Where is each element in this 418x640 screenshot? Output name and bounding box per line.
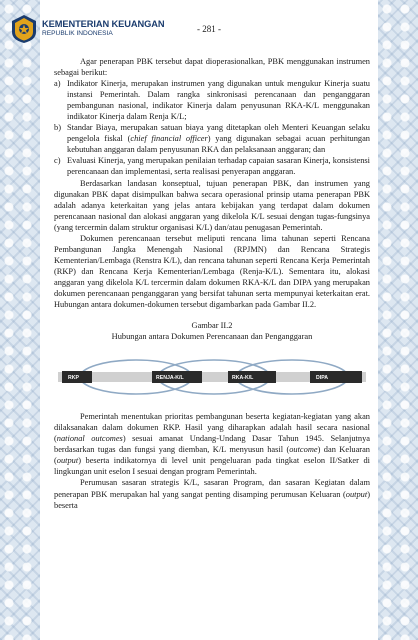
list-item xyxy=(54,78,370,122)
italic-term: chief financial officer xyxy=(130,134,208,144)
list-item-text: Indikator Kinerja, merupakan instrumen yang digunakan untuk mengukur Kinerja suatu instansi Pemerintah. Dalam rangka sinkronisasi perencanaan dan penganggaran pembangunan nasional, indikator Kinerja dalam penyusunan RKA-K/L menggunakan indikator Kinerja dalam Renja K/L; xyxy=(67,79,370,122)
list-marker: c) xyxy=(54,156,61,166)
paragraph-targets: Perumusan sasaran strategis K/L, sasaran Program, dan sasaran Kegiatan dalam penerapan PBK merupakan hal yang sangat penting disamping perumusan Keluaran (output) beserta xyxy=(54,478,370,510)
diagram-label-dipa: DIPA xyxy=(316,374,329,381)
page-number: - 281 - xyxy=(197,24,221,34)
diagram-label-rka: RKA-K/L xyxy=(232,374,254,381)
list-marker: a) xyxy=(54,79,61,89)
list-marker: b) xyxy=(54,123,61,133)
batik-border-left xyxy=(0,0,40,640)
figure-description: Hubungan antara Dokumen Perencanaan dan Penganggaran xyxy=(111,332,313,342)
italic-term: national outcomes xyxy=(56,434,123,444)
paragraph-intro: Agar penerapan PBK tersebut dapat dioperasionalkan, PBK menggunakan instrumen sebagai berikut: xyxy=(54,57,370,78)
ministry-name: KEMENTERIAN KEUANGAN xyxy=(42,19,165,30)
diagram-label-renja: RENJA-K/L xyxy=(156,374,184,381)
document-body xyxy=(54,56,370,511)
figure-caption xyxy=(54,320,370,342)
diagram-label-rkp: RKP xyxy=(68,374,79,381)
planning-budgeting-diagram xyxy=(54,356,370,396)
list-item-text: Standar Biaya, merupakan satuan biaya yang ditetapkan oleh Menteri Keuangan selaku pengelola fiskal ( xyxy=(67,123,370,144)
paragraph-conclusion: Berdasarkan landasan konseptual, tujuan penerapan PBK, dan instrumen yang digunakan PBK dapat disimpulkan bahwa secara operasional prinsip utama penerapan PBK adalah adanya keterkaitan yang jelas antara kebijakan yang terdapat dalam dokumen perencanaan nasional dan alokasi anggaran yang dikelola K/L sesuai dengan tugas-fungsinya (yang tercermin dalam struktur organisasi K/L) dan/atau penugasan Pemerintah. xyxy=(54,178,370,232)
list-item-text: ) yang digunakan sebagai acuan perhitungan kebutuhan anggaran dalam penyusunan RKA dan pelaksanaan anggaran; dan xyxy=(67,134,370,155)
paragraph-documents: Dokumen perencanaan tersebut meliputi rencana lima tahunan seperti Rencana Pembangunan Jangka Menengah Nasional (RPJMN) dan Rencana Strategis Kementerian/Lembaga (Renstra K/L), dan rencana tahunan seperti Rencana Kerja Pemerintah (RKP) dan Rencana Kerja Kementerian/Lembaga (Renja-K/L). Sementara itu, alokasi anggaran yang dikelola K/L tercermin dalam dokumen RKA-K/L dan DIPA yang merupakan dokumen perencanaan penganggaran yang bersifat tahunan serta mempunyai keterkaitan erat. Hubungan antara dokumen-dokumen tersebut digambarkan pada Gambar II.2. xyxy=(54,233,370,310)
batik-border-right xyxy=(378,0,418,640)
instrument-list xyxy=(54,78,370,177)
list-item xyxy=(54,122,370,155)
paragraph-priority: Pemerintah menentukan prioritas pembangunan beserta kegiatan-kegiatan yang akan dilaksanakan dalam dokumen RKP. Hasil yang diharapkan adalah hasil secara nasional (national outcomes) sesuai amanat Undang-Undang Dasar Tahun 1945. Selanjutnya berdasarkan tugas dan fungsi yang diemban, K/L menyusun hasil (outcome) dan Keluaran (output) beserta indikatornya di level unit pengeluaran pada tingkat eselon II/Satker di lingkungan unit eselon I sesuai dengan program Pemerintah. xyxy=(54,412,370,477)
country-name: REPUBLIK INDONESIA xyxy=(42,30,113,38)
italic-term: output xyxy=(56,456,79,466)
list-item xyxy=(54,155,370,177)
figure-title: Gambar II.2 xyxy=(191,321,233,331)
italic-term: outcome xyxy=(289,445,318,455)
italic-term: output xyxy=(345,489,368,499)
list-item-text: Evaluasi Kinerja, yang merupakan penilaian terhadap capaian sasaran Kinerja, konsistensi perencanaan dan implementasi, serta realisasi penyerapan anggaran. xyxy=(67,156,370,177)
